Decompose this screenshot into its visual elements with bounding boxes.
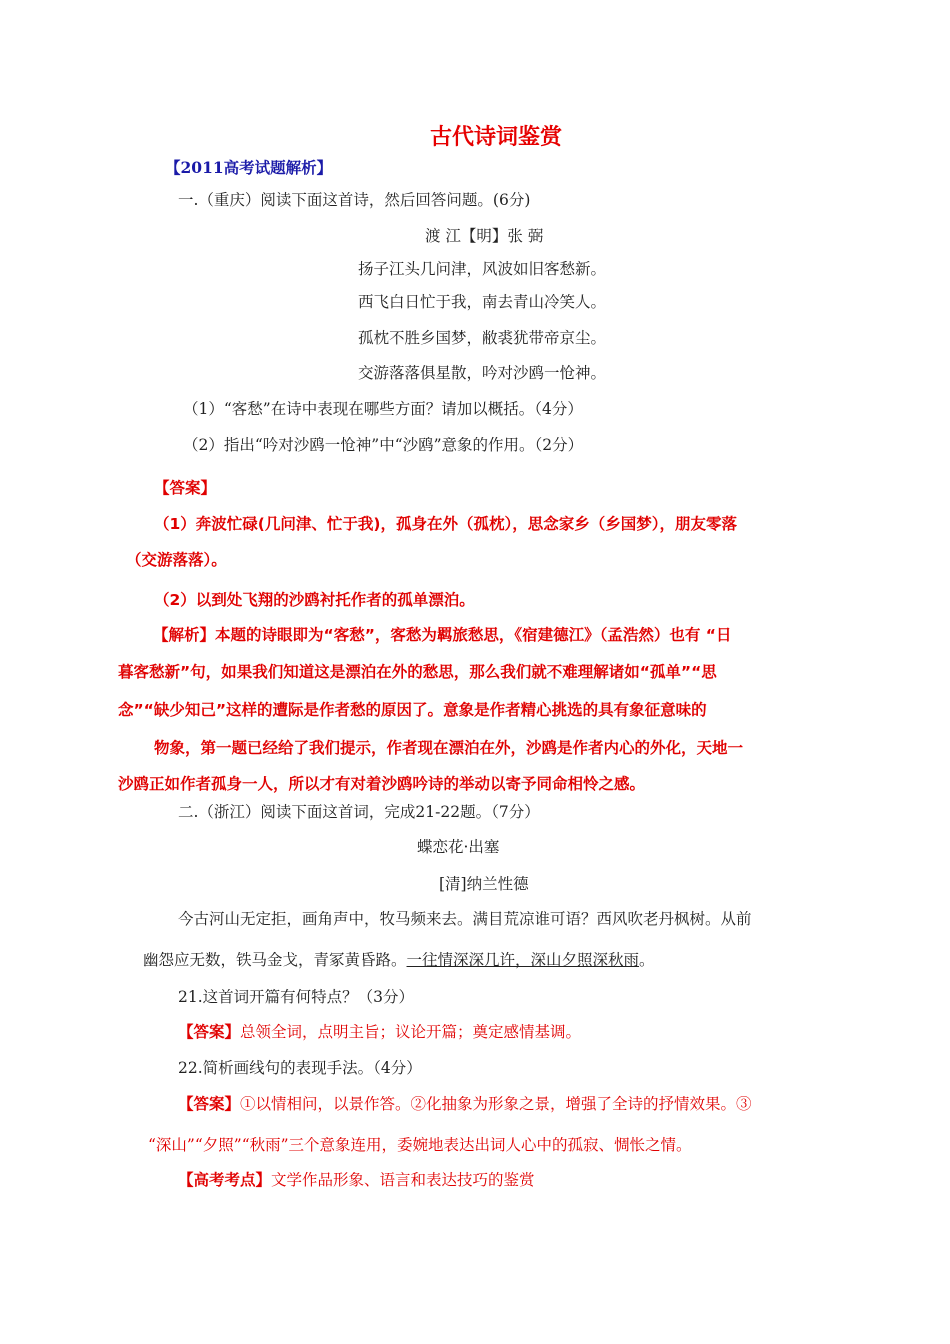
q1-analysis-line: 暮客愁新”句，如果我们知道这是漂泊在外的愁思，那么我们就不难理解诸如“孤单”“思	[118, 663, 717, 681]
q1-answer2: （2）以到处飞翔的沙鸥衬托作者的孤单漂泊。	[154, 591, 475, 609]
q1-poem-line: 孤枕不胜乡国梦，敝裘犹带帝京尘。	[358, 329, 607, 347]
page-title: 古代诗词鉴赏	[430, 124, 563, 150]
q1-answer1-line: （交游落落）。	[126, 551, 227, 569]
q21-answer-label: 【答案】	[178, 1022, 241, 1041]
q2-poem-text-a: 幽怨应无数，铁马金戈，青冢黄昏路。	[143, 951, 407, 969]
q22-answer-text: ①以情相问，以景作答。②化抽象为形象之景，增强了全诗的抒情效果。③	[240, 1095, 752, 1113]
q1-poem-line: 扬子江头几问津，风波如旧客愁新。	[358, 260, 607, 278]
section-label: 【2011高考试题解析】	[165, 158, 333, 177]
q22-answer-line: “深山”“夕照”“秋雨”三个意象连用，委婉地表达出词人心中的孤寂、惆怅之情。	[148, 1136, 692, 1154]
q2-poem-title: 蝶恋花·出塞	[417, 838, 500, 856]
q1-answer1-line: （1）奔波忙碌(几问津、忙于我)，孤身在外（孤枕），思念家乡（乡国梦），朋友零落	[154, 515, 737, 533]
q2-intro: 二.（浙江）阅读下面这首词，完成21-22题。（7分）	[178, 803, 540, 821]
kaodian-text: 文学作品形象、语言和表达技巧的鉴赏	[271, 1171, 535, 1189]
q22-answer	[178, 1094, 752, 1114]
kaodian	[178, 1170, 535, 1190]
q2-author: [清]纳兰性德	[439, 875, 529, 893]
q2-poem-text: 今古河山无定拒，画角声中，牧马频来去。满目荒凉谁可语？西风吹老丹枫树。从前	[178, 910, 752, 928]
kaodian-label: 【高考考点】	[178, 1170, 272, 1189]
q21: 21.这首词开篇有何特点？（3分）	[178, 988, 415, 1006]
q1-analysis-line: 沙鸥正如作者孤身一人，所以才有对着沙鸥吟诗的举动以寄予同命相怜之感。	[118, 775, 646, 793]
q1-sub2: （2）指出“吟对沙鸥一怆神”中“沙鸥”意象的作用。（2分）	[183, 436, 584, 454]
q22-answer-label: 【答案】	[178, 1094, 241, 1113]
q1-sub1: （1）“客愁”在诗中表现在哪些方面？请加以概括。（4分）	[183, 400, 583, 418]
q1-poem-line: 交游落落俱星散，吟对沙鸥一怆神。	[358, 364, 607, 382]
q1-analysis-line: 念”“缺少知己”这样的遭际是作者愁的原因了。意象是作者精心挑选的具有象征意味的	[118, 701, 707, 719]
q2-underlined-text: 一往情深深几许，深山夕照深秋雨	[406, 951, 640, 969]
q1-intro: 一.（重庆）阅读下面这首诗，然后回答问题。(6分)	[178, 191, 531, 209]
q1-analysis-line: 物象，第一题已经给了我们提示，作者现在漂泊在外，沙鸥是作者内心的外化，天地一	[154, 739, 744, 757]
q2-poem-text	[143, 950, 655, 970]
q22: 22.简析画线句的表现手法。（4分）	[178, 1059, 422, 1077]
q2-poem-text-c: 。	[639, 951, 655, 969]
q21-answer	[178, 1022, 581, 1042]
q21-answer-text: 总领全词，点明主旨；议论开篇；奠定感情基调。	[240, 1023, 582, 1041]
q1-analysis-line: 【解析】本题的诗眼即为“客愁”，客愁为羁旅愁思，《宿建德江》（孟浩然）也有 “日	[153, 626, 732, 644]
q1-poem-line: 西飞白日忙于我，南去青山冷笑人。	[358, 293, 607, 311]
q1-poem-title: 渡 江【明】张 弼	[425, 227, 544, 245]
q1-answer-label: 【答案】	[154, 479, 217, 497]
